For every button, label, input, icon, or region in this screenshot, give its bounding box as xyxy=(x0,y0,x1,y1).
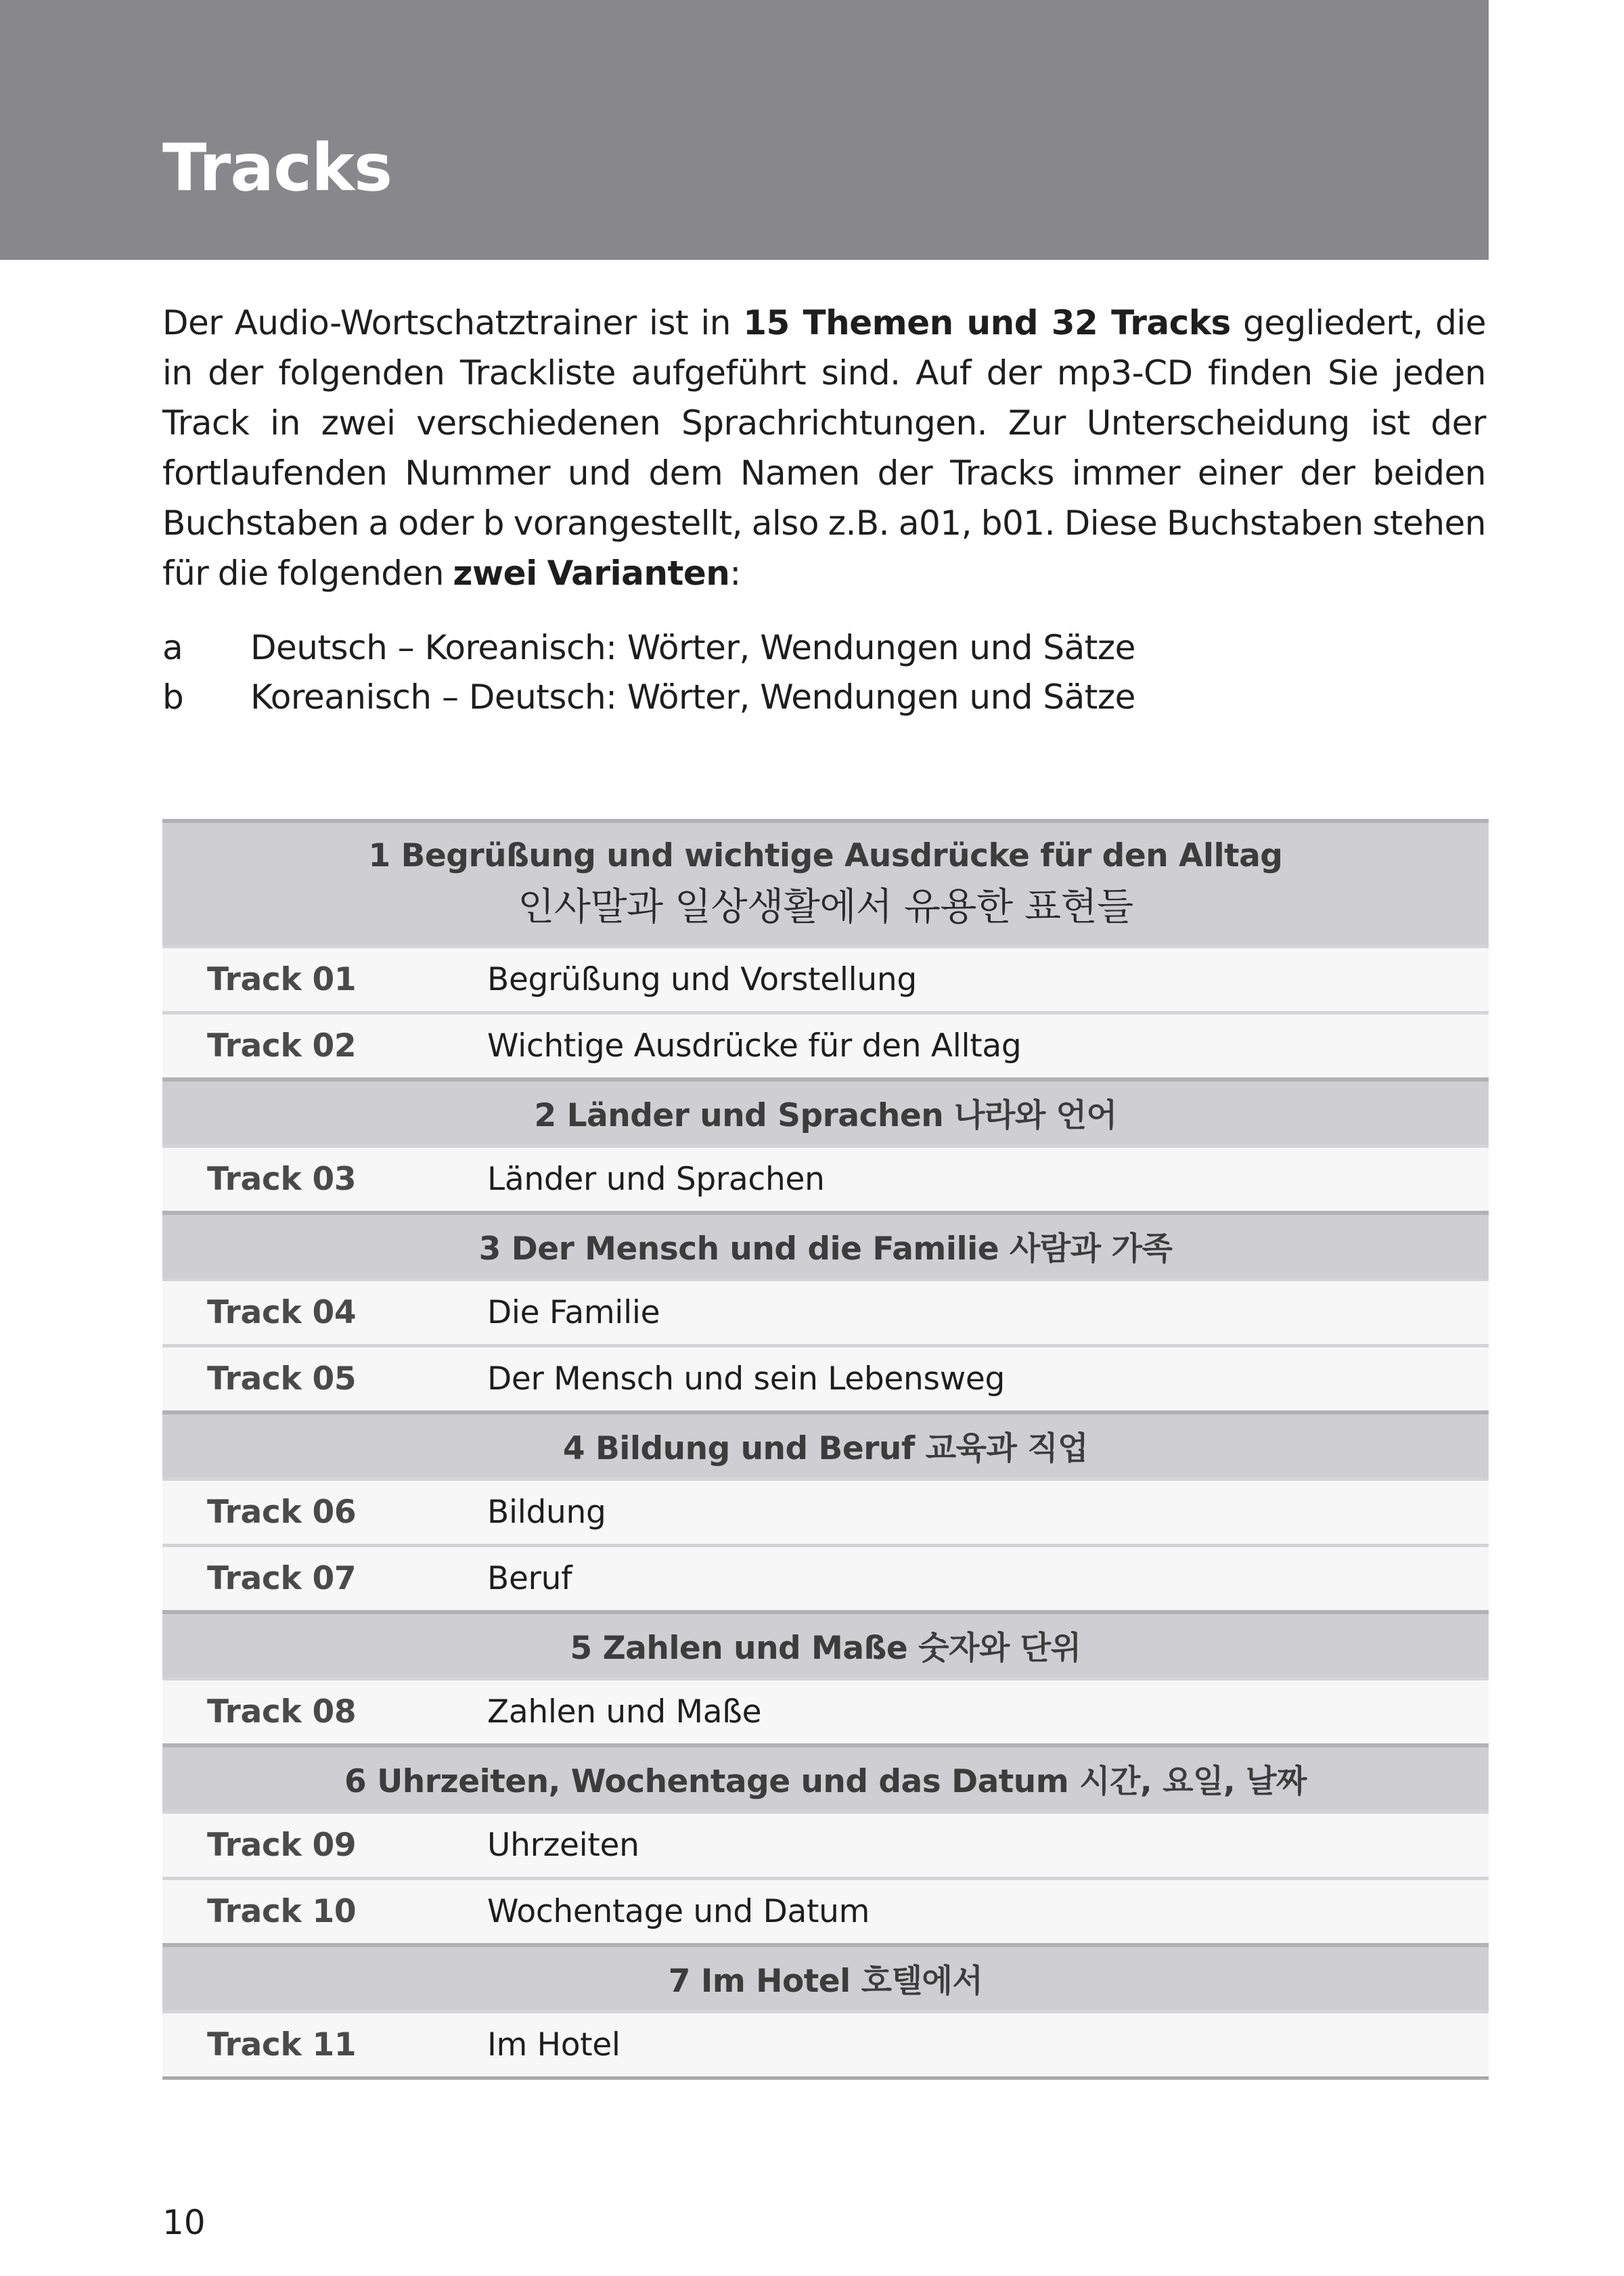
section-header-5 xyxy=(162,1610,1489,1677)
section-title: 1 Begrüßung und wichtige Ausdrücke für den Alltag xyxy=(368,836,1283,874)
track-row xyxy=(162,1477,1489,1544)
track-name: Länder und Sprachen xyxy=(487,1161,825,1198)
section-title-korean: 사람과 가족 xyxy=(1009,1230,1173,1268)
variant-text: Deutsch – Koreanisch: Wörter, Wendungen und Sätze xyxy=(250,627,1135,667)
track-number: Track 09 xyxy=(207,1827,357,1864)
track-row xyxy=(162,2010,1489,2076)
intro-bold-2: zwei Varianten xyxy=(453,554,730,593)
track-row xyxy=(162,1677,1489,1743)
track-row xyxy=(162,1810,1489,1877)
variant-text: Koreanisch – Deutsch: Wörter, Wendungen und Sätze xyxy=(250,677,1135,717)
track-row xyxy=(162,1278,1489,1344)
track-name: Wichtige Ausdrücke für den Alltag xyxy=(487,1027,1022,1065)
page-title: Tracks xyxy=(162,130,392,206)
section-title: 4 Bildung und Beruf xyxy=(562,1430,915,1467)
intro-bold-1: 15 Themen und 32 Tracks xyxy=(743,303,1231,342)
intro-text-3: : xyxy=(729,554,741,593)
track-list xyxy=(162,819,1489,2080)
track-row xyxy=(162,945,1489,1011)
intro-paragraph xyxy=(162,298,1486,598)
track-name: Zahlen und Maße xyxy=(487,1693,762,1731)
variant-item xyxy=(162,672,1489,721)
section-title: 2 Länder und Sprachen xyxy=(534,1097,944,1134)
section-title-korean: 나라와 언어 xyxy=(954,1097,1117,1134)
track-name: Die Familie xyxy=(487,1294,660,1331)
variant-letter: b xyxy=(162,677,184,717)
track-number: Track 07 xyxy=(207,1560,357,1597)
track-row xyxy=(162,1011,1489,1077)
track-name: Beruf xyxy=(487,1560,572,1597)
track-number: Track 11 xyxy=(207,2026,357,2063)
variant-letter: a xyxy=(162,627,183,667)
track-row xyxy=(162,1344,1489,1410)
section-title-korean: 인사말과 일상생활에서 유용한 표현들 xyxy=(518,885,1133,929)
page-header xyxy=(0,0,1489,260)
section-header-1 xyxy=(162,819,1489,945)
track-name: Wochentage und Datum xyxy=(487,1893,870,1930)
section-header-7 xyxy=(162,1943,1489,2010)
section-title: 5 Zahlen und Maße xyxy=(570,1630,908,1667)
track-name: Im Hotel xyxy=(487,2026,621,2063)
track-row xyxy=(162,1544,1489,1610)
section-title-korean: 호텔에서 xyxy=(861,1963,983,2000)
track-number: Track 01 xyxy=(207,961,357,998)
track-number: Track 08 xyxy=(207,1693,357,1731)
track-name: Begrüßung und Vorstellung xyxy=(487,961,917,998)
track-row xyxy=(162,1144,1489,1211)
section-header-6 xyxy=(162,1743,1489,1810)
track-number: Track 03 xyxy=(207,1161,357,1198)
section-title-korean: 교육과 직업 xyxy=(925,1430,1089,1467)
track-number: Track 05 xyxy=(207,1360,357,1398)
track-number: Track 10 xyxy=(207,1893,357,1930)
section-header-3 xyxy=(162,1211,1489,1278)
intro-text-1: Der Audio-Wortschatztrainer ist in xyxy=(162,303,744,342)
section-header-4 xyxy=(162,1410,1489,1477)
page-number: 10 xyxy=(162,2203,206,2242)
track-number: Track 04 xyxy=(207,1294,357,1331)
track-number: Track 06 xyxy=(207,1494,357,1531)
section-title: 6 Uhrzeiten, Wochentage und das Datum xyxy=(344,1763,1069,1800)
section-title: 7 Im Hotel xyxy=(668,1963,851,2000)
section-title-korean: 숫자와 단위 xyxy=(918,1630,1081,1667)
track-name: Uhrzeiten xyxy=(487,1827,639,1864)
track-row xyxy=(162,1877,1489,1943)
intro-text-2: gegliedert, die in der folgenden Trackliste aufgeführt sind. Auf der mp3-CD finden Sie jeden Track in zwei verschiedenen Sprachrichtungen. Zur Unterscheidung ist der fortlaufenden Nummer und dem Namen der Tracks immer einer der beiden Buchstaben a oder b vorangestellt, also z.B. a01, b01. Diese Buchstaben stehen für die folgenden xyxy=(162,303,1486,593)
track-name: Der Mensch und sein Lebensweg xyxy=(487,1360,1006,1398)
variant-list xyxy=(162,623,1489,721)
section-header-2 xyxy=(162,1077,1489,1144)
variant-item xyxy=(162,623,1489,672)
section-title: 3 Der Mensch und die Familie xyxy=(478,1230,999,1268)
track-name: Bildung xyxy=(487,1494,606,1531)
section-title-korean: 시간, 요일, 날짜 xyxy=(1079,1763,1307,1800)
track-number: Track 02 xyxy=(207,1027,357,1065)
